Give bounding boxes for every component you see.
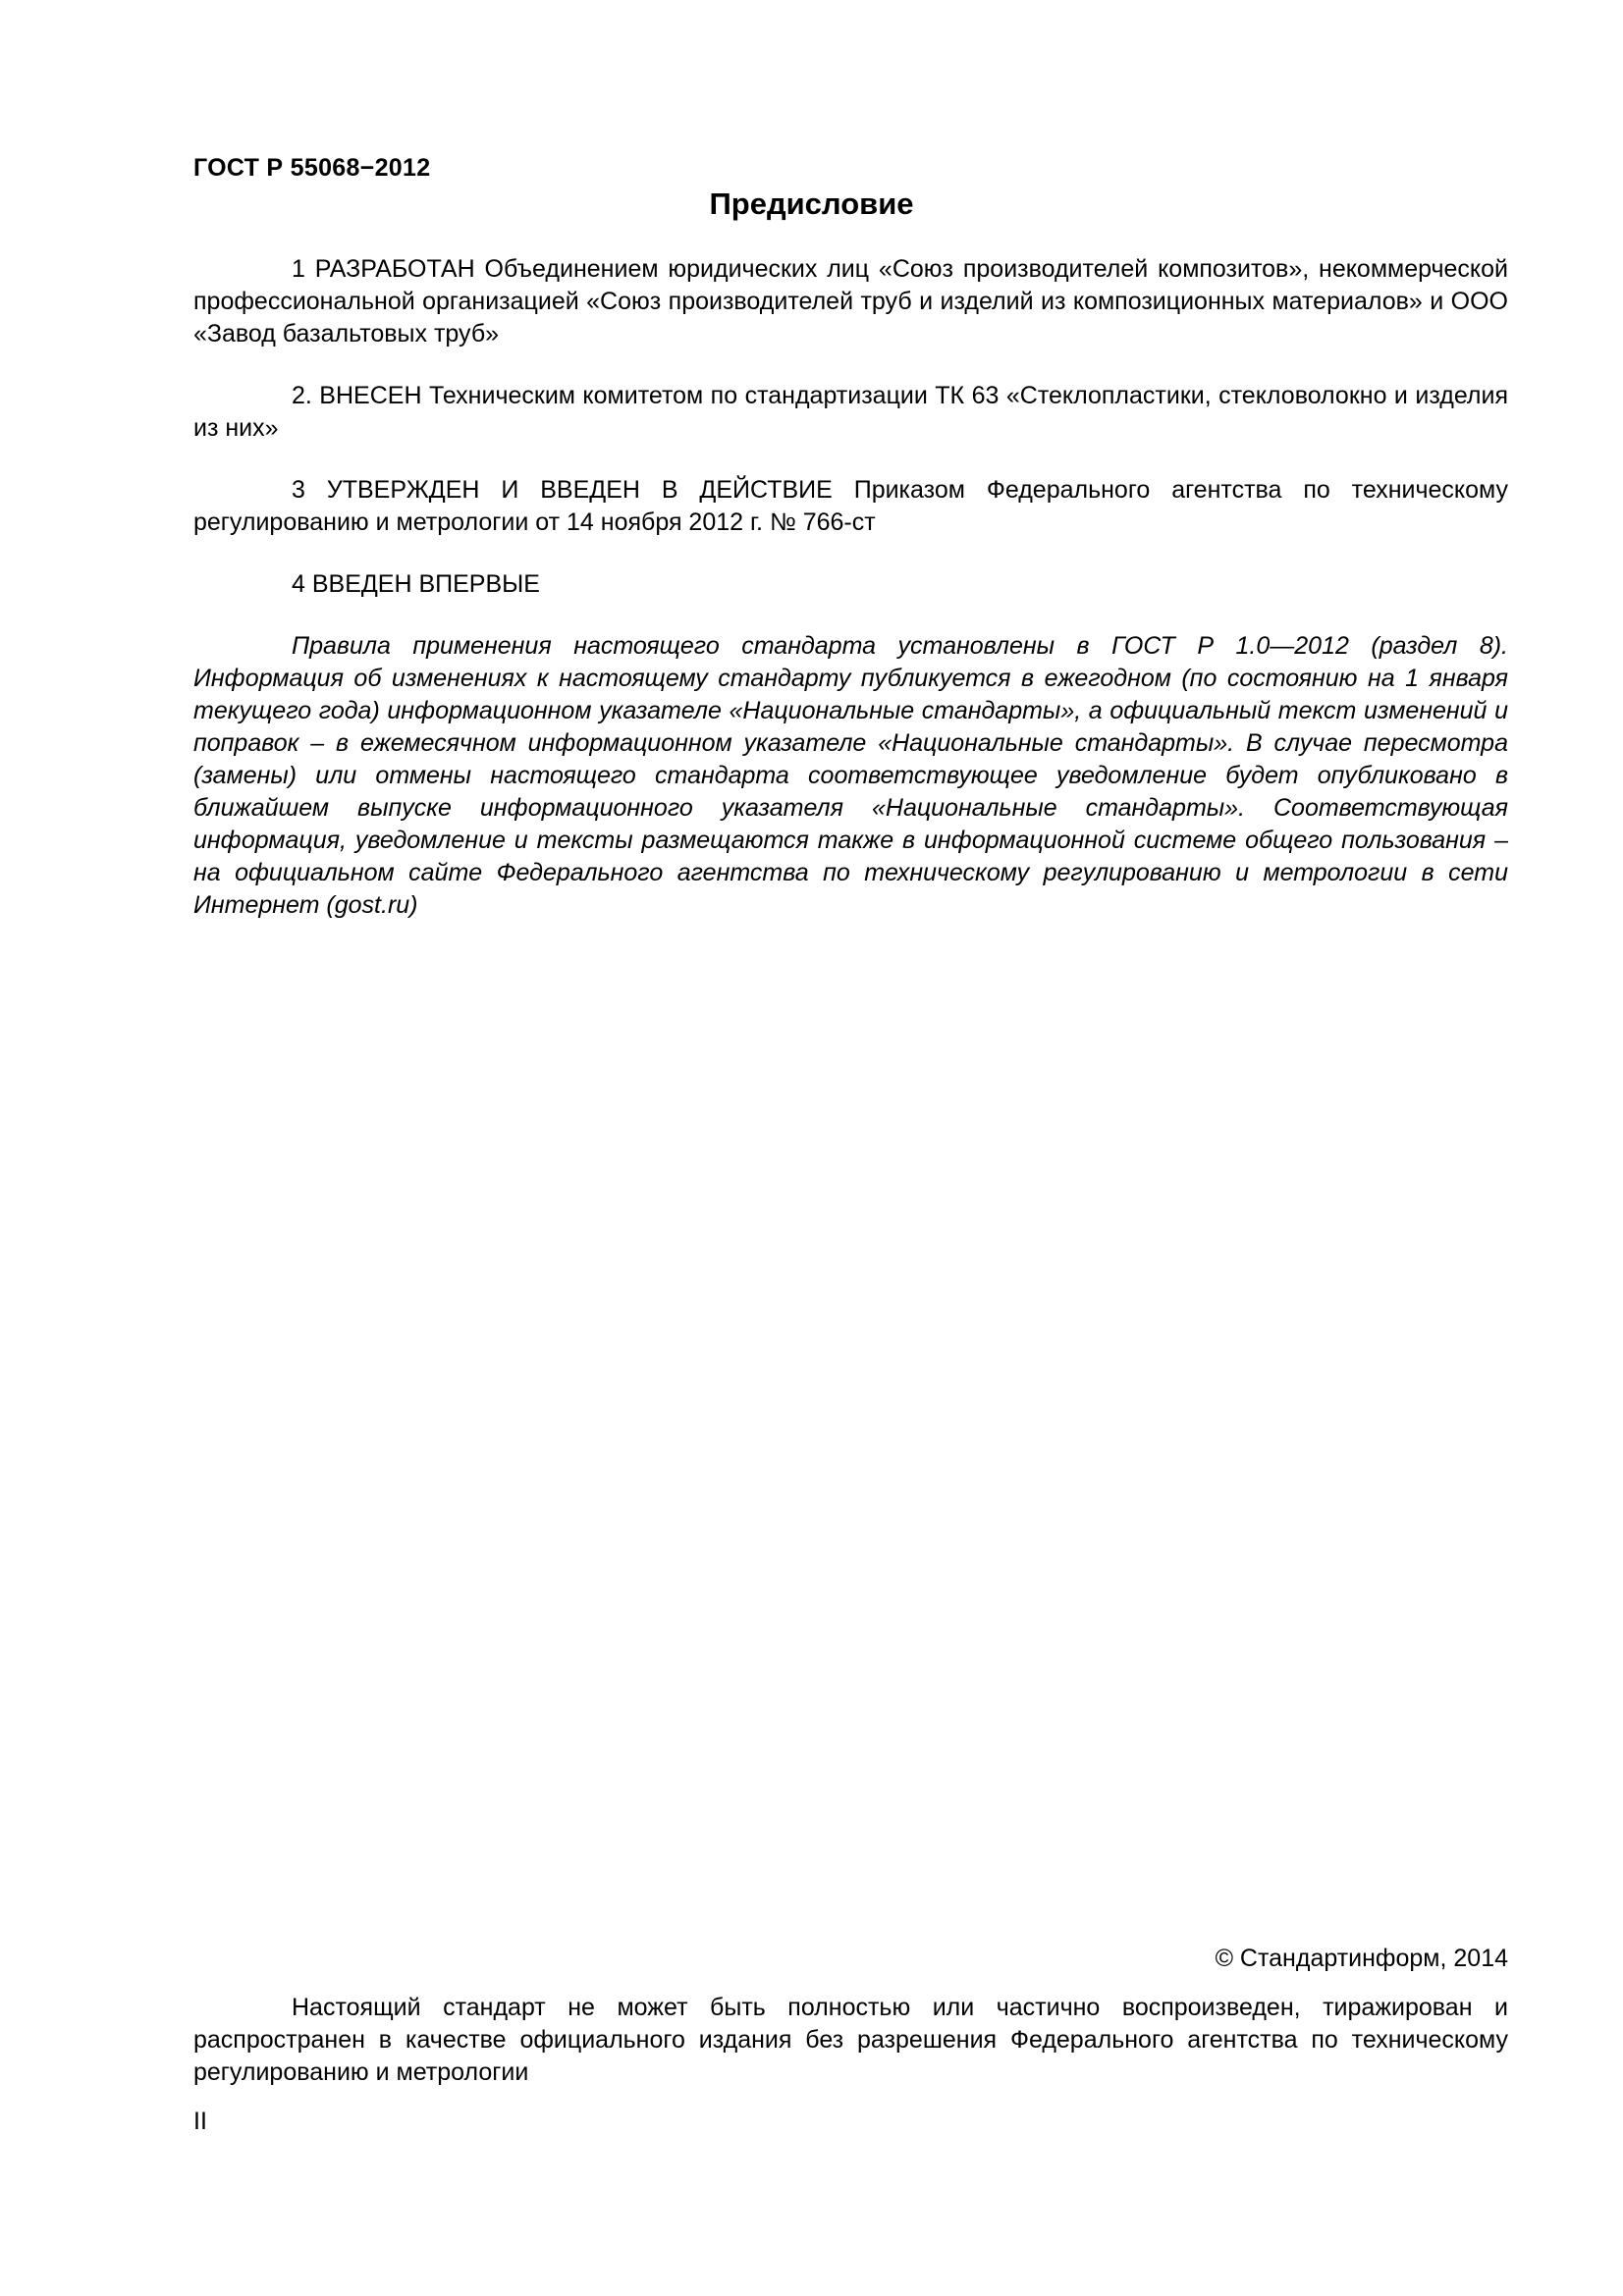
page-number: II xyxy=(193,2108,207,2135)
paragraph-submitted-by: 2. ВНЕСЕН Техническим комитетом по стандартизации ТК 63 «Стеклопластики, стекловолокно и изделия из них» xyxy=(193,382,1508,442)
foreword-body xyxy=(193,253,1508,951)
copyright-line: © Стандартинформ, 2014 xyxy=(1215,1945,1508,1972)
paragraph-approved: 3 УТВЕРЖДЕН И ВВЕДЕН В ДЕЙСТВИЕ Приказом Федерального агентства по техническому регулированию и метрологии от 14 ноября 2012 г. № 766-ст xyxy=(193,476,1508,536)
section-title: Предисловие xyxy=(709,187,914,221)
rules-note: Правила применения настоящего стандарта установлены в ГОСТ Р 1.0—2012 (раздел 8). Информация об изменениях к настоящему стандарту публикуется в ежегодном (по состоянию на 1 января текущего года) информационном указателе «Национальные стандарты», а официальный текст изменений и поправок – в ежемесячном информационном указателе «Национальные стандарты». В случае пересмотра (замены) или отмены настоящего стандарта соответствующее уведомление будет опубликовано в ближайшем выпуске информационного указателя «Национальные стандарты». Соответствующая информация, уведомление и тексты размещаются также в информационной системе общего пользования – на официальном сайте Федерального агентства по техническому регулированию и метрологии в сети Интернет (gost.ru) xyxy=(193,632,1508,919)
document-code: ГОСТ Р 55068−2012 xyxy=(193,154,431,182)
paragraph-first-introduced: 4 ВВЕДЕН ВПЕРВЫЕ xyxy=(292,570,540,598)
paragraph-developed-by: 1 РАЗРАБОТАН Объединением юридических лиц «Союз производителей композитов», некоммерческой профессиональной организацией «Союз производителей труб и изделий из композиционных материалов» и ООО «Завод базальтовых труб» xyxy=(193,255,1508,347)
reproduction-notice: Настоящий стандарт не может быть полностью или частично воспроизведен, тиражирован и распространен в качестве официального издания без разрешения Федерального агентства по техническому регулированию и метрологии xyxy=(193,1994,1508,2086)
